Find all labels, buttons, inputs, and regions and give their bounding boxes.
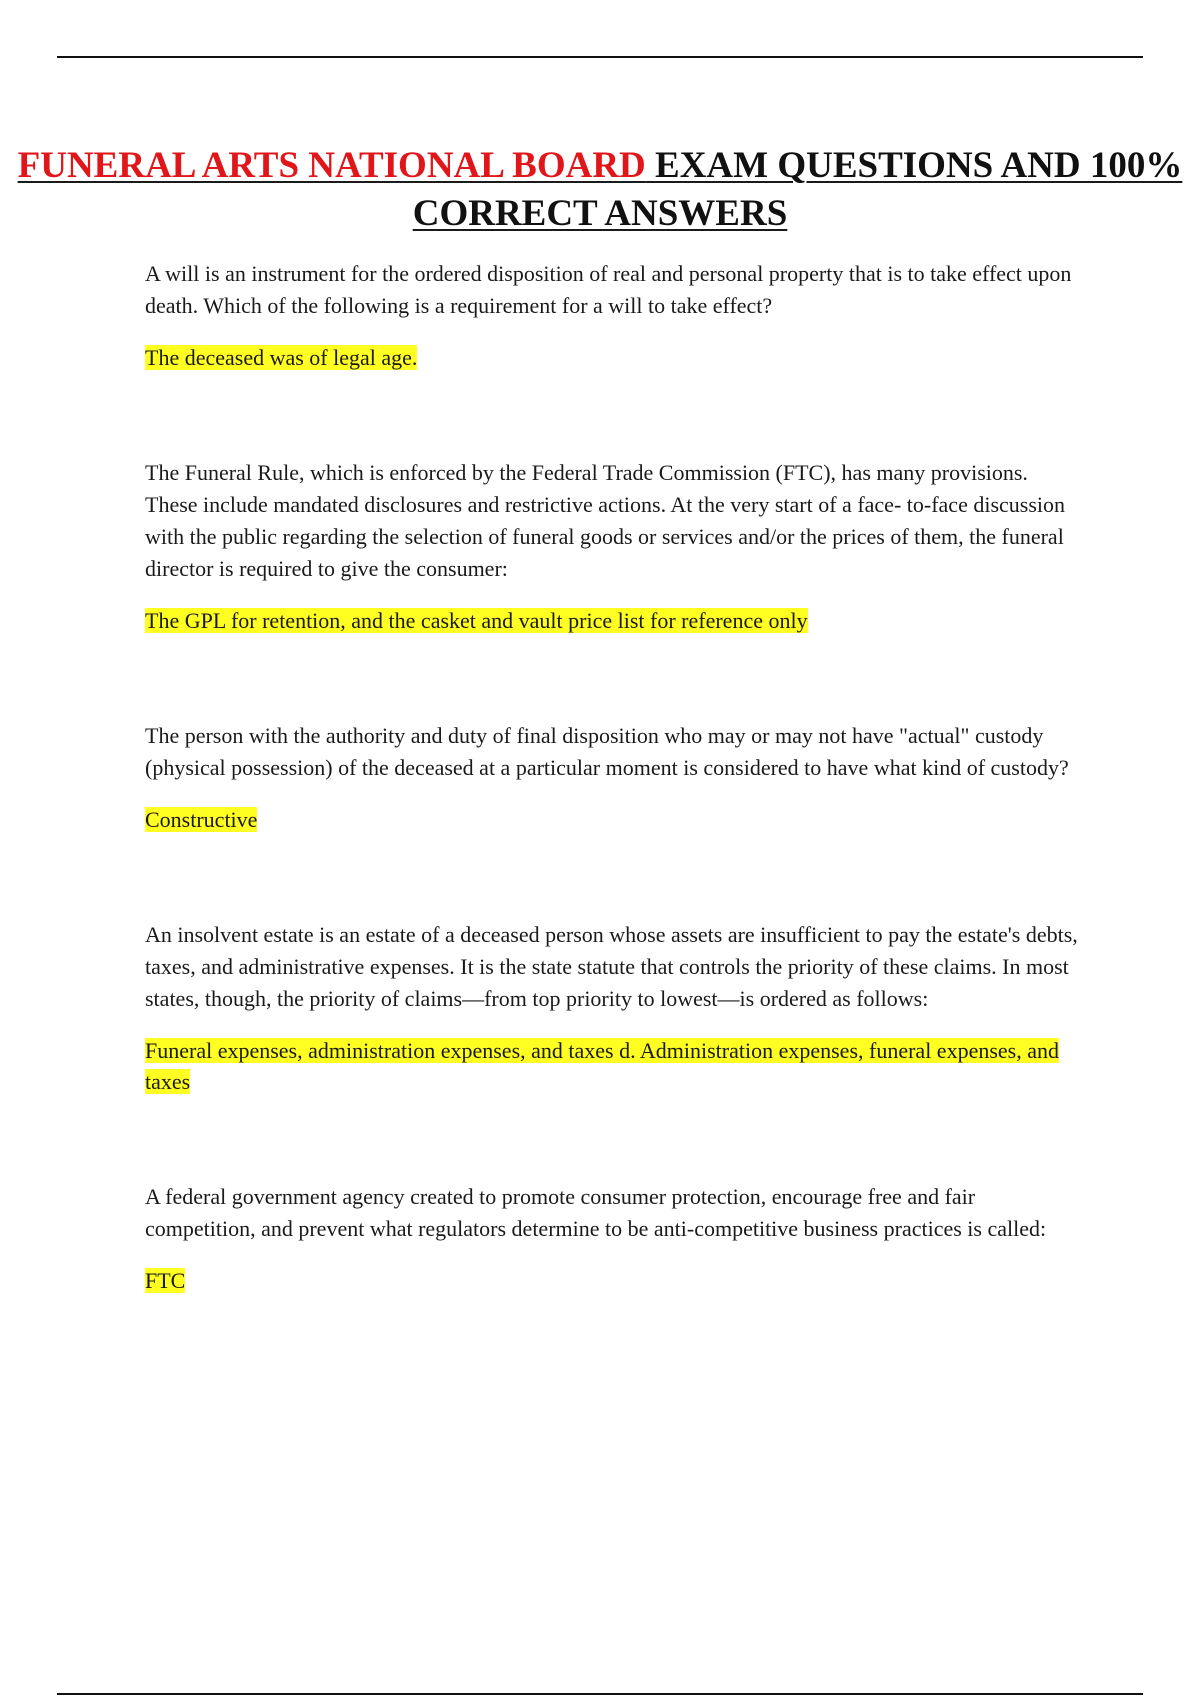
bottom-rule [57,1693,1143,1695]
qa-item [145,720,1080,835]
answer-text [145,1265,1080,1296]
top-rule [57,56,1143,58]
answer-text [145,342,1080,373]
answer-highlight: The GPL for retention, and the casket and vault price list for reference only [145,608,808,633]
document-title [0,142,1200,238]
question-text: The person with the authority and duty of final disposition who may or may not have "actual" custody (physical possession) of the deceased at a particular moment is considered to have what kind of custody? [145,723,1069,780]
qa-item [145,258,1080,373]
qa-item [145,457,1080,636]
question-text: The Funeral Rule, which is enforced by the Federal Trade Commission (FTC), has many provisions. These include mandated disclosures and restrictive actions. At the very start of a face- to-face discussion with the public regarding the selection of funeral goods or services and/or the prices of them, the funeral director is required to give the consumer: [145,460,1066,581]
answer-text [145,804,1080,835]
question-text: A federal government agency created to promote consumer protection, encourage free and fair competition, and prevent what regulators determine to be anti-competitive business practices is called: [145,1184,1047,1241]
answer-highlight: Constructive [145,807,258,832]
qa-item [145,1181,1080,1296]
answer-highlight: Funeral expenses, administration expenses, and taxes d. Administration expenses, funeral expenses, and taxes [145,1038,1059,1094]
answer-text [145,1035,1080,1097]
qa-list [145,258,1080,1380]
qa-item [145,919,1080,1097]
answer-highlight: FTC [145,1268,186,1293]
question-text: An insolvent estate is an estate of a deceased person whose assets are insufficient to pay the estate's debts, taxes, and administrative expenses. It is the state statute that controls the priority of these claims. In most states, though, the priority of claims—from top priority to lowest—is ordered as follows: [145,922,1078,1011]
answer-highlight: The deceased was of legal age. [145,345,418,370]
title-black-part: EXAM QUESTIONS AND 100% CORRECT ANSWERS [412,145,1183,234]
title-red-part: FUNERAL ARTS NATIONAL BOARD [17,145,646,186]
answer-text [145,605,1080,636]
question-text: A will is an instrument for the ordered disposition of real and personal property that is to take effect upon death. Which of the following is a requirement for a will to take effect? [145,261,1072,318]
